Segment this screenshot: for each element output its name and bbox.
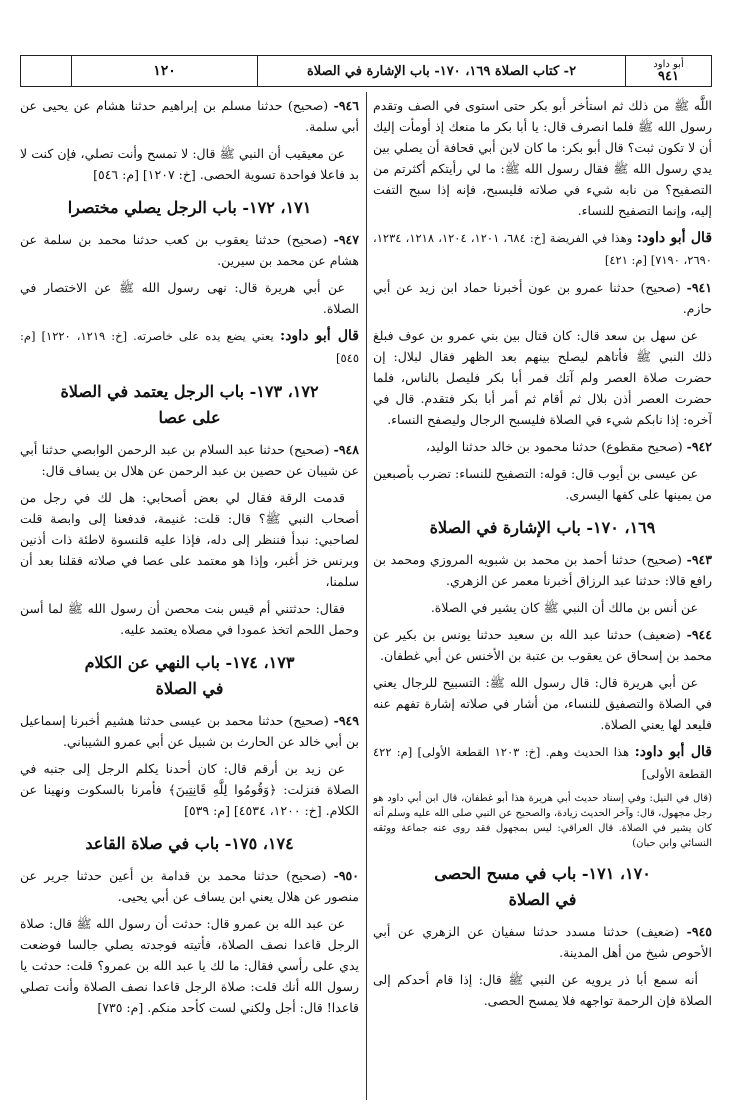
right-column [373,95,712,1099]
hadith-942 [373,436,712,457]
book-name: أبو داود [653,59,684,70]
hadith-grade: (صحيح) [640,280,681,295]
column-divider [366,92,367,1100]
chapter-title-169: ١٦٩، ١٧٠- باب الإشارة في الصلاة [429,518,656,537]
chapter-title-line: ١٧٢، ١٧٣- باب الرجل يعتمد في الصلاة [60,382,319,401]
hadith-grade: (ضعيف) [637,627,681,642]
hadith-isnad: حدثنا أحمد بن محمد بن شبويه المروزي ومحمد بن رافع قالا: حدثنا عبد الرزاق أخبرنا معمر عن الزهري. [373,552,712,588]
hadith-grade: (صحيح) [289,442,330,457]
hadith-949 [20,710,359,752]
hadith-matn: أنه سمع أبا ذر يرويه عن النبي ﷺ قال: إذا قام أحدكم إلى الصلاة فإن الرحمة تواجهه فلا يمسح الحصى. [373,972,712,1008]
chapter-title-line: في الصلاة [155,679,224,698]
continuation-text: اللَّه ﷺ من ذلك ثم استأخر أبو بكر حتى استوى في الصف وتقدم رسول الله ﷺ فلما انصرف قال: يا أبا بكر ما منعك إذ أومأت إليك أن لا تكون ثبت؟ قال أبو بكر: ما كان لابن أبي قحافة أن يصلي بين يدي رسول الله ﷺ فقال رسول الله ﷺ: ما لي رأيتكم أكثرتم من التصفيح؟ من نابه شيء في صلاته فليسبح، فإنه إذا سبح التفت إليه، وإنما التصفيح للنساء. [373,98,712,218]
hadith-946 [20,95,359,137]
chapter-title-172: ١٧١، ١٧٢- باب الرجل يصلي مختصرا [67,198,312,217]
abu-dawud-text: وهذا في الفريضة [خ: ٦٨٤، ١٢٠١، ١٢٠٤، ١٢١٨، ١٢٣٤، ٢٦٩٠، ٧١٩٠] [م: ٤٢١] [373,231,712,267]
hadith-943 [373,549,712,591]
hadith-isnad: حدثنا عبد السلام بن عبد الرحمن الوابصي حدثنا أبي عن شيبان عن حصين بن عبد الرحمن عن هلال بن يساف قال: [20,442,359,478]
chapter-title-line: على عصا [158,408,221,427]
abu-dawud-text: يعني يضع يده على خاصرته. [خ: ١٢١٩، ١٢٢٠] [م: ٥٤٥] [20,329,359,365]
hadith-grade: (صحيح) [286,868,327,883]
chapter-title-line: ١٧٣، ١٧٤- باب النهي عن الكلام [84,653,295,672]
hadith-number: ٩٤٤- [686,627,712,642]
hadith-944 [373,624,712,666]
hadith-number: ٩٤٢- [686,439,712,454]
page-number: ١٢٠ [71,56,257,86]
header-blank-cell [21,56,71,86]
hadith-number: ٩٤٨- [333,442,359,457]
abu-dawud-note [373,741,712,785]
hadith-matn: عن عبد الله بن عمرو قال: حدثت أن رسول الله ﷺ قال: صلاة الرجل قاعدا نصف الصلاة، فأتيته فوجدته يصلي جالسا فوضعت يدي على رأسي فقال: ما لك يا عبد الله بن عمرو؟ قلت: حدثت يا رسول الله أنك قلت: صلاة الرجل قاعدا نصف الصلاة وأنت تصلي قاعدا! قال: أجل ولكني لست كأحد منكم. [م: ٧٣٥] [20,916,359,1015]
chapter-title-173 [20,379,359,431]
hadith-matn: عن أبي هريرة قال: قال رسول الله ﷺ: التسبيح للرجال يعني في الصلاة والتصفيق للنساء، من أشار في صلاته إشارة تفهم عنه فليعد لها يعني الصلاة. [373,675,712,732]
hadith-matn: عن عيسى بن أيوب قال: قوله: التصفيح للنساء: تضرب بأصبعين من يمينها على كفها اليسرى. [373,466,712,502]
hadith-grade: (صحيح مقطوع) [601,439,683,454]
hadith-number: ٩٤٩- [333,713,359,728]
abu-dawud-label: قال أبو داود: [634,744,712,760]
chapter-title-175: ١٧٤، ١٧٥- باب في صلاة القاعد [85,834,294,853]
hadith-isnad: حدثنا محمود بن خالد حدثنا الوليد، [425,439,598,454]
hadith-number: ٩٤١- [686,280,712,295]
hadith-number: ٩٤٥- [686,924,712,939]
hadith-matn: عن زيد بن أرقم قال: كان أحدنا يكلم الرجل إلى جنبه في الصلاة فنزلت: ﴿وَقُومُوا لِلَّهِ قَانِتِينَ﴾ فأمرنا بالسكوت ونهينا عن الكلام. [خ: ١٢٠٠، ٤٥٣٤] [م: ٥٣٩] [20,761,359,818]
abu-dawud-label: قال أبو داود: [636,230,712,246]
hadith-isnad: حدثنا محمد بن عيسى حدثنا هشيم أخبرنا إسماعيل بن أبي خالد عن الحارث بن شبيل عن أبي عمرو الشيباني. [20,713,359,749]
hadith-grade: (صحيح) [641,552,682,567]
hadith-grade: (صحيح) [288,713,329,728]
chapter-heading: ٢- كتاب الصلاة ١٦٩، ١٧٠- باب الإشارة في الصلاة [257,56,625,86]
chapter-title-174 [20,650,359,702]
chapter-title-line: في الصلاة [508,890,577,909]
page-header [20,55,712,87]
hadith-grade: (صحيح) [287,98,329,113]
hadith-isnad: حدثنا محمد بن قدامة بن أعين حدثنا جرير عن منصور عن هلال يعني ابن يساف عن أبي يحيى. [20,868,359,904]
hadith-number: ٩٤٣- [686,552,712,567]
hadith-matn: عن أنس بن مالك أن النبي ﷺ كان يشير في الصلاة. [430,600,698,615]
hadith-matn: عن معيقيب أن النبي ﷺ قال: لا تمسح وأنت تصلي، فإن كنت لا بد فاعلا فواحدة تسوية الحصى. [خ: ١٢٠٧] [م: ٥٤٦] [20,146,359,182]
hadith-matn-continued: فقال: حدثتني أم قيس بنت محصن أن رسول الله ﷺ لما أسن وحمل اللحم اتخذ عمودا في مصلاه يعتمد عليه. [20,601,359,637]
abu-dawud-text: هذا الحديث وهم. [خ: ١٢٠٣ القطعة الأولى] [م: ٤٢٢ القطعة الأولى] [373,745,712,781]
hadith-range-box [625,56,711,86]
hadith-941 [373,277,712,319]
hadith-number: ٩٤٦- [333,98,359,113]
hadith-grade: (صحيح) [286,232,328,247]
abu-dawud-note [20,325,359,369]
footnote: (قال في النيل: وفي إسناد حديث أبي هريرة هذا أبو غطفان، قال ابن أبي داود هو رجل مجهول، قال: وآخر الحديث زيادة، والصحيح عن النبي صلى الله عليه وسلم أنه كان يشير في الصلاة. قال العراقي: ليس بمجهول فقد روى عنه جماعة ووثقه النسائي وابن حبان) [373,793,712,849]
hadith-grade: (ضعيف) [636,924,680,939]
hadith-number: ٩٥٠- [333,868,359,883]
hadith-matn: قدمت الرقة فقال لي بعض أصحابي: هل لك في رجل من أصحاب النبي ﷺ؟ قال: قلت: غنيمة، فدفعنا إلى وابصة قلت لصاحبي: نبدأ فننظر إلى دله، فإذا عليه قلنسوة لاطئة ذات أذنين وبرنس خز أغبر، وإذا هو معتمد على عصا في صلاته فقلنا بعد أن سلمنا، [20,490,359,589]
hadith-matn: عن أبي هريرة قال: نهى رسول الله ﷺ عن الاختصار في الصلاة. [20,280,359,316]
hadith-950 [20,865,359,907]
hadith-947 [20,229,359,271]
hadith-isnad: حدثنا مسلم بن إبراهيم حدثنا هشام عن يحيى عن أبي سلمة. [20,98,359,134]
hadith-range-number: ٩٤١ [658,69,679,84]
hadith-948 [20,439,359,481]
hadith-isnad: حدثنا عمرو بن عون أخبرنا حماد ابن زيد عن أبي حازم. [373,280,712,316]
hadith-number: ٩٤٧- [333,232,359,247]
abu-dawud-label: قال أبو داود: [280,328,359,344]
hadith-isnad: حدثنا مسدد حدثنا سفيان عن الزهري عن أبي الأحوص شيخ من أهل المدينة. [373,924,712,960]
hadith-945 [373,921,712,963]
chapter-title-line: ١٧٠، ١٧١- باب في مسح الحصى [434,864,651,883]
left-column [20,95,359,1099]
hadith-isnad: حدثنا عبد الله بن سعيد حدثنا يونس بن بكير عن محمد بن إسحاق عن يعقوب بن عتبة بن الأخنس عن أبي غطفان. [373,627,712,663]
chapter-title-171 [373,861,712,913]
hadith-isnad: حدثنا يعقوب بن كعب حدثنا محمد بن سلمة عن هشام عن محمد بن سيرين. [20,232,359,268]
hadith-matn: عن سهل بن سعد قال: كان قتال بين بني عمرو بن عوف فبلغ ذلك النبي ﷺ فأتاهم ليصلح بينهم بعد الظهر فقال لبلال: إن حضرت صلاة العصر ولم آتك فمر أبا بكر فليصل بالناس، فلما حضرت العصر أذن بلال ثم أقام ثم أمر أبا بكر فتقدم. قال في آخره: إذا نابكم شيء في الصلاة فليسبح الرجال وليصفح النساء. [373,328,712,427]
abu-dawud-note [373,227,712,271]
